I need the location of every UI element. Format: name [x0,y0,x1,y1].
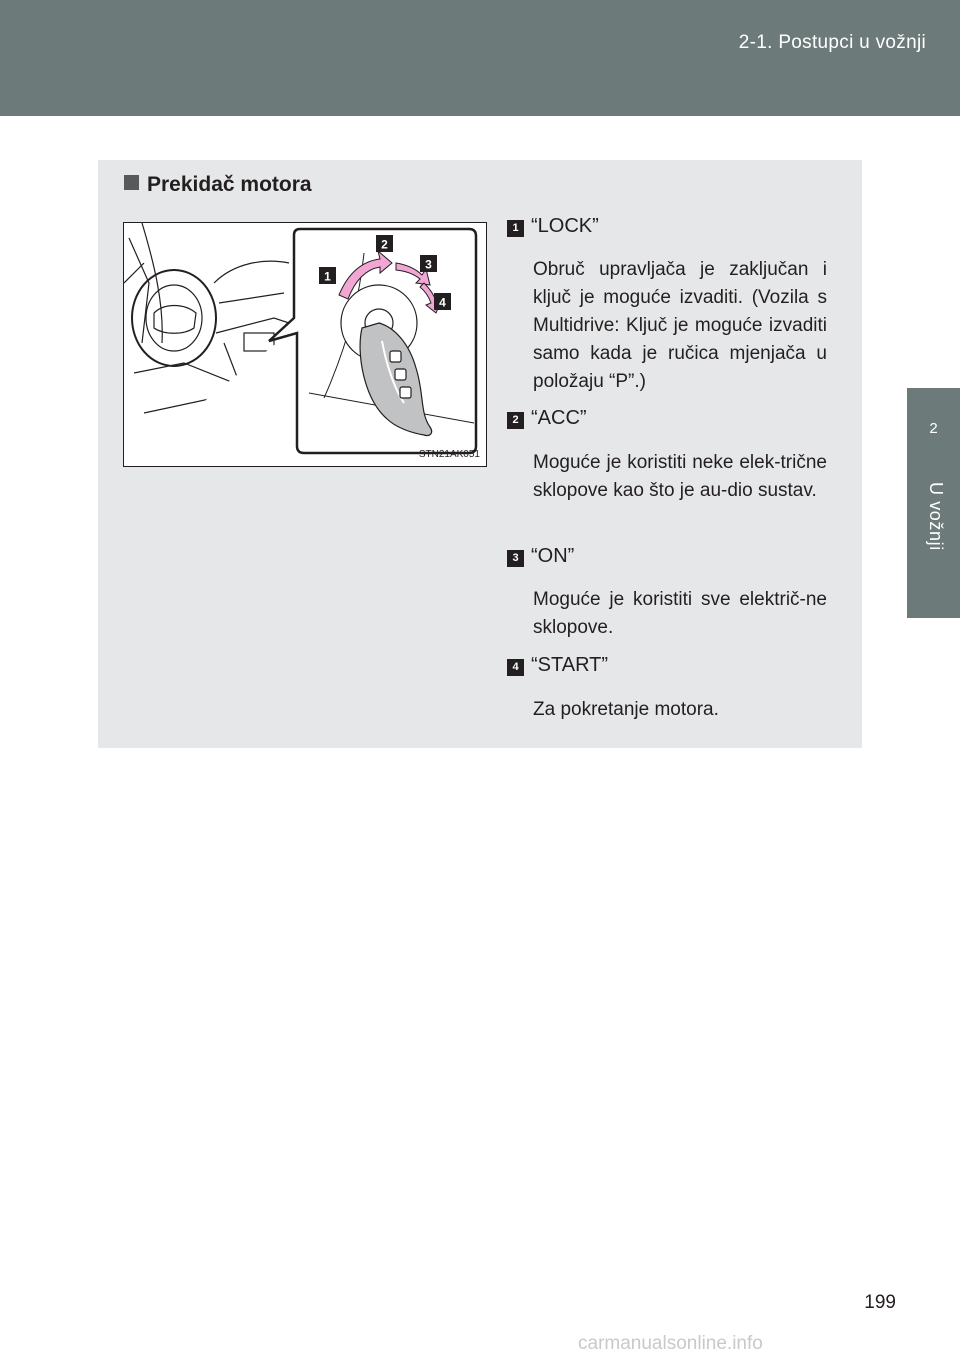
chapter-number: 2 [929,420,938,437]
item-label: “ACC” [531,407,587,429]
ignition-drawing [124,223,486,466]
callout-2 [376,235,393,252]
item-lock-heading [507,215,599,238]
page-number: 199 [864,1292,896,1313]
item-start-heading [507,654,608,677]
ignition-illustration [123,222,487,467]
car-interior-sketch [124,223,289,448]
item-lock-description: Obruč upravljača je zaključan i ključ je moguće izvaditi. (Vozila s Multidrive: Ključ je moguće izvaditi samo kada je ručica mjenjača u položaju “P”.) [533,259,827,392]
item-start-description: Za pokretanje motora. [533,699,719,720]
item-number-badge: 4 [507,659,524,676]
chapter-label: U vožnji [926,482,946,551]
section-title-row [124,173,312,197]
svg-text:4: 4 [439,295,446,310]
square-bullet-icon [124,175,139,190]
item-number-badge: 1 [507,220,524,237]
page-header [0,0,960,116]
item-on-heading [507,545,574,568]
item-label: “ON” [531,545,575,567]
item-acc-heading [507,407,587,430]
svg-text:1: 1 [324,269,331,284]
item-label: “START” [531,654,609,676]
watermark: carmanualsonline.info [578,1333,763,1354]
item-on-description: Moguće je koristiti sve električ-ne sklopove. [533,589,827,638]
figure-code: STN21AK051 [418,449,480,460]
item-number-badge: 3 [507,550,524,567]
header-title: 2-1. Postupci u vožnji [738,32,926,53]
callout-4 [434,293,451,310]
callout-1 [319,267,336,284]
item-label: “LOCK” [531,215,599,237]
section-title: Prekidač motora [147,173,312,196]
callout-3 [420,255,437,272]
svg-text:3: 3 [425,257,432,272]
item-number-badge: 2 [507,412,524,429]
svg-text:2: 2 [381,237,388,252]
item-acc-description: Moguće je koristiti neke elek-trične sklopove kao što je au-dio sustav. [533,452,827,501]
